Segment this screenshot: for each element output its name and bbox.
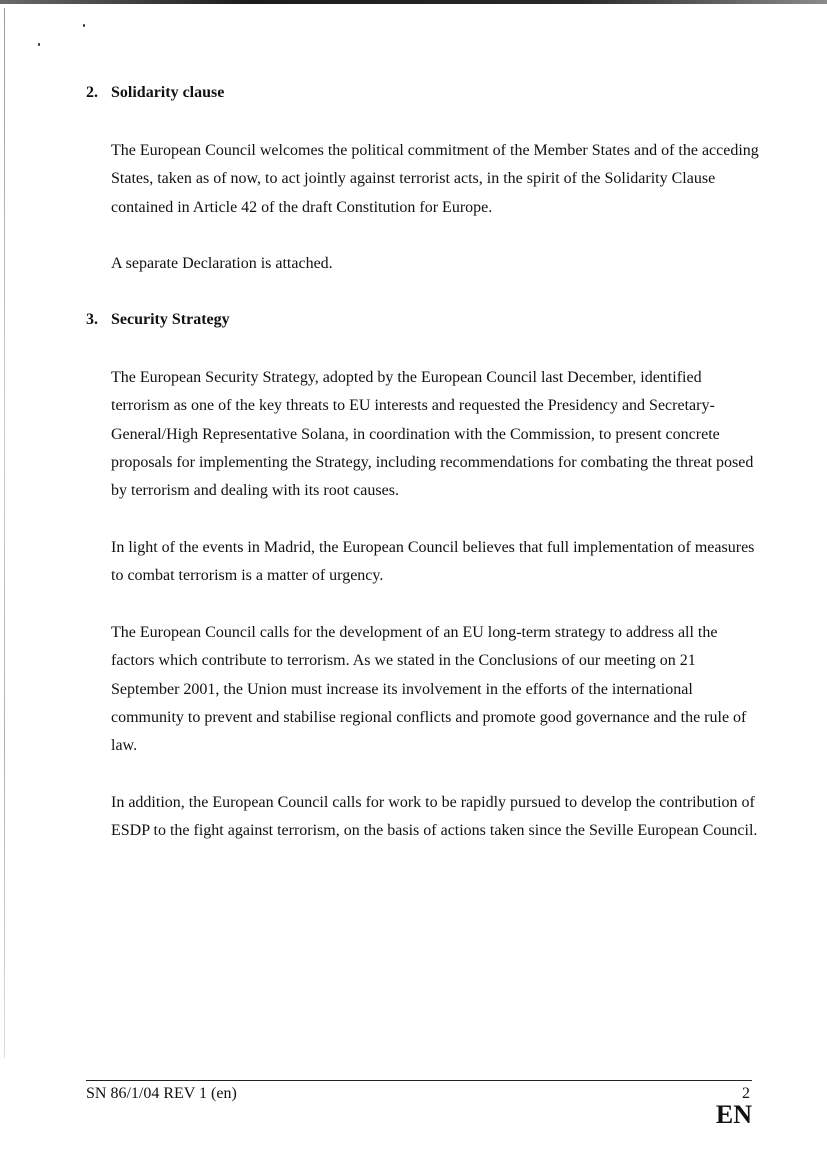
scan-left-edge (4, 8, 5, 1058)
section-heading-solidarity-clause (86, 84, 224, 102)
section-heading-security-strategy (86, 311, 230, 329)
paragraph: The European Security Strategy, adopted by the European Council last December, identified terrorism as one of the key threats to EU interests and requested the Presidency and Secretary-General/High Representative Solana, in coordination with the Commission, to present concrete proposals for implementing the Strategy, including recommendations for combating the threat posed by terrorism and dealing with its root causes. (111, 369, 754, 500)
scan-speck (38, 43, 40, 46)
footer-rule (86, 1080, 752, 1081)
section-number: 2. (86, 84, 98, 101)
section-title: Security Strategy (111, 311, 230, 328)
footer-document-reference: SN 86/1/04 REV 1 (en) (86, 1085, 237, 1102)
scan-top-edge (0, 0, 827, 4)
scan-speck (83, 24, 85, 27)
footer-language-code: EN (715, 1100, 752, 1129)
paragraph: In light of the events in Madrid, the European Council believes that full implementation of measures to combat terrorism is a matter of urgency. (111, 539, 755, 585)
paragraph: A separate Declaration is attached. (111, 255, 333, 272)
paragraph: The European Council welcomes the political commitment of the Member States and of the acceding States, taken as of now, to act jointly against terrorist acts, in the spirit of the Solidarity Clause contained in Article 42 of the draft Constitution for Europe. (111, 142, 759, 216)
section-title: Solidarity clause (111, 84, 225, 101)
paragraph: The European Council calls for the development of an EU long-term strategy to address all the factors which contribute to terrorism. As we stated in the Conclusions of our meeting on 21 September 2001, the Union must increase its involvement in the efforts of the international community to prevent and stabilise regional conflicts and promote good governance and the rule of law. (111, 624, 747, 755)
footer-page-number: 2 (742, 1085, 750, 1102)
section-number: 3. (86, 311, 98, 328)
paragraph: In addition, the European Council calls for work to be rapidly pursued to develop the contribution of ESDP to the fight against terrorism, on the basis of actions taken since the Seville European Council. (111, 794, 758, 840)
